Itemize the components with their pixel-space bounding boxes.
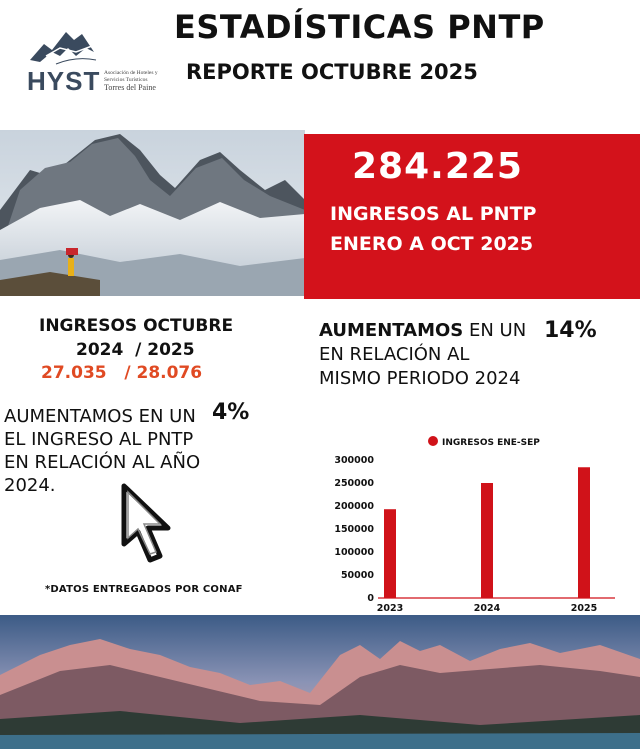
y-tick-label: 100000 xyxy=(334,547,374,558)
x-tick-label: 2023 xyxy=(376,603,404,614)
y-tick-label: 250000 xyxy=(334,478,374,489)
x-tick-label: 2025 xyxy=(570,603,598,614)
y-tick-label: 300000 xyxy=(334,455,374,466)
total-entries-label-line2: ENERO A OCT 2025 xyxy=(330,233,534,255)
mountain-photo-top xyxy=(0,130,305,296)
entries-bar-chart xyxy=(330,430,620,620)
increase-right-line1-rest: EN UN xyxy=(463,320,527,341)
y-tick-label: 50000 xyxy=(340,570,374,581)
increase-right-percent: 14% xyxy=(544,318,597,343)
logo-association: Asociación de Hoteles y Servicios Turísticos xyxy=(104,70,158,83)
x-tick-label: 2024 xyxy=(473,603,501,614)
increase-left-percent: 4% xyxy=(212,400,250,425)
bar-2023 xyxy=(384,509,396,598)
october-values: 27.035 / 28.076 xyxy=(41,363,203,383)
bar-2025 xyxy=(578,467,590,598)
increase-left-line4: 2024. xyxy=(4,475,56,496)
cursor-arrow-icon xyxy=(120,482,180,566)
october-title: INGRESOS OCTUBRE xyxy=(39,316,234,336)
increase-left-line1: AUMENTAMOS EN UN xyxy=(4,406,196,427)
increase-right-line1 xyxy=(319,320,526,341)
y-tick-label: 200000 xyxy=(334,501,374,512)
total-entries-label-line1: INGRESOS AL PNTP xyxy=(330,203,537,225)
legend-label: INGRESOS ENE-SEP xyxy=(442,438,540,448)
source-note: *DATOS ENTREGADOS POR CONAF xyxy=(45,584,243,595)
increase-left-line3: EN RELACIÓN AL AÑO xyxy=(4,452,201,473)
increase-right-bold: AUMENTAMOS xyxy=(319,320,464,341)
page-title: ESTADÍSTICAS PNTP xyxy=(174,8,545,46)
y-tick-label: 150000 xyxy=(334,524,374,535)
bar-2024 xyxy=(481,483,493,598)
page-subtitle: REPORTE OCTUBRE 2025 xyxy=(186,60,478,84)
october-years: 2024 / 2025 xyxy=(76,340,195,360)
increase-right-line2: EN RELACIÓN AL xyxy=(319,344,470,365)
logo-subtitle xyxy=(104,70,174,93)
y-tick-label: 0 xyxy=(367,593,374,604)
increase-right-line3: MISMO PERIODO 2024 xyxy=(319,368,521,389)
mountain-photo-bottom xyxy=(0,615,640,749)
logo-place: Torres del Paine xyxy=(104,83,156,92)
logo-brand: HYST xyxy=(27,66,101,96)
increase-left-line2: EL INGRESO AL PNTP xyxy=(4,429,194,450)
total-entries-value: 284.225 xyxy=(352,146,523,187)
legend-marker xyxy=(428,436,438,446)
